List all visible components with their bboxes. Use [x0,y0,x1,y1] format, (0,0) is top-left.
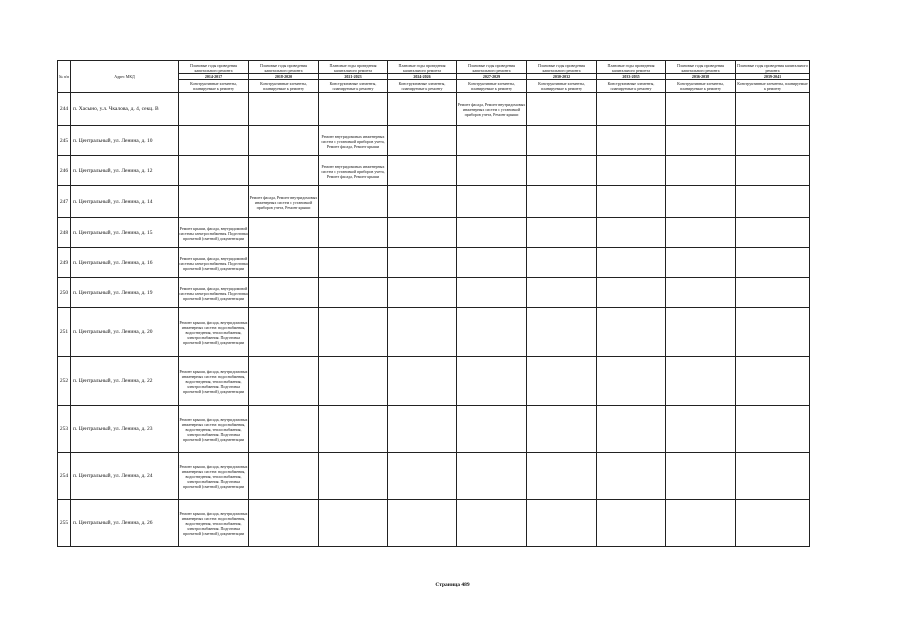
row-period-cell [736,278,810,308]
row-period-cell [527,156,597,186]
row-period-cell [597,156,666,186]
row-number: 248 [58,218,71,248]
row-address: п. Центральный, ул. Ленина, д. 16 [71,248,179,278]
row-period-cell [666,186,736,218]
row-period-cell [597,186,666,218]
header-period-years: 2024-2026 [388,74,456,80]
header-planned-label: Плановые годы проведения капитального ремонта [457,62,526,74]
repair-works-text: Ремонт внутридомовых инженерных систем с установкой приборов учета, Ремонт фасада, Ремонт крыши [321,163,385,179]
header-period-years: 2033-2035 [597,74,665,80]
row-period-cell [597,500,666,547]
row-period-cell [666,453,736,500]
repair-works-text: Ремонт крыши, фасада, внутридомовых инженерных систем: водоснабжения, водоотведения, теплоснабжения, электроснабжения. Подготовка проектной (сметной) документации [179,369,248,394]
row-period-cell [527,278,597,308]
row-number: 249 [58,248,71,278]
row-period-cell [179,248,249,278]
row-period-cell [249,453,319,500]
row-address: п. Хасыно, у.л. Чкалова, д. 4, секц. В [71,93,179,126]
table-body [58,93,810,547]
repair-works-text: Ремонт крыши, фасада, внутридомовой системы электроснабжения. Подготовка проектной (сметной) документации [179,255,248,271]
header-period-2021-2023 [319,61,388,93]
row-period-cell [666,93,736,126]
row-period-cell [457,357,527,406]
repair-works-text: Ремонт фасада, Ремонт внутридомовых инженерных систем с установкой приборов учета, Ремонт крыши [249,194,318,210]
repair-works-text: Ремонт крыши, фасада, внутридомовых инженерных систем: водоснабжения, водоотведения, теплоснабжения, электроснабжения. Подготовка проектной (сметной) документации [179,464,248,489]
row-number: 246 [58,156,71,186]
header-elements-label: Конструктивные элементы, планируемые к ремонту [538,81,585,91]
row-number: 255 [58,500,71,547]
table-row [58,453,810,500]
row-number: 245 [58,126,71,156]
row-period-cell [319,218,388,248]
row-period-cell [736,357,810,406]
row-period-cell [179,156,249,186]
row-period-cell [666,248,736,278]
row-period-cell [666,500,736,547]
row-period-cell [736,126,810,156]
row-period-cell [457,218,527,248]
row-period-cell [527,357,597,406]
row-period-cell [319,156,388,186]
row-period-cell [388,500,457,547]
repair-works-text: Ремонт внутридомовых инженерных систем с установкой приборов учета, Ремонт фасада, Ремонт крыши [321,133,385,149]
row-number: 251 [58,308,71,357]
header-elements-label: Конструктивные элементы, планируемые к ремонту [677,81,724,91]
row-period-cell [319,406,388,453]
row-period-cell [597,248,666,278]
row-period-cell [736,186,810,218]
header-period-years: 2039-2041 [736,74,809,80]
table-row [58,357,810,406]
row-period-cell [457,126,527,156]
header-period-2030-2032 [527,61,597,93]
header-elements-label: Конструктивные элементы, планируемые к ремонту [329,81,377,91]
row-period-cell [388,126,457,156]
row-period-cell [736,248,810,278]
table-row [58,278,810,308]
row-period-cell [457,248,527,278]
row-period-cell [388,186,457,218]
row-period-cell [388,406,457,453]
row-period-cell [736,93,810,126]
row-period-cell [319,248,388,278]
row-address: п. Центральный, ул. Ленина, д. 24 [71,453,179,500]
header-address: Адрес МКД [71,61,179,93]
row-period-cell [319,308,388,357]
row-period-cell [388,278,457,308]
repair-works-text: Ремонт крыши, фасада, внутридомовых инженерных систем: водоснабжения, водоотведения, теплоснабжения, электроснабжения. Подготовка проектной (сметной) документации [179,417,248,442]
row-period-cell [666,278,736,308]
row-period-cell [457,453,527,500]
table-row [58,500,810,547]
header-planned-label: Плановые годы проведения капитального ремонта [388,62,456,74]
header-planned-label: Плановые годы проведения капитального ремонта [319,62,387,74]
table-row [58,308,810,357]
row-period-cell [319,186,388,218]
row-period-cell [597,278,666,308]
row-period-cell [527,186,597,218]
row-period-cell [249,126,319,156]
header-planned-label: Плановые годы проведения капитального ремонта [737,63,808,73]
header-planned-label: Плановые годы проведения капитального ремонта [249,62,318,74]
header-period-years: 2021-2023 [319,74,387,80]
table-row [58,248,810,278]
row-period-cell [597,308,666,357]
row-number: 254 [58,453,71,500]
row-period-cell [666,308,736,357]
row-period-cell [527,126,597,156]
table-row [58,156,810,186]
row-period-cell [319,278,388,308]
row-period-cell [666,126,736,156]
row-period-cell [249,248,319,278]
header-elements-label: Конструктивные элементы, планируемые к ремонту [398,81,446,91]
row-period-cell [597,357,666,406]
row-address: п. Центральный, ул. Ленина, д. 22 [71,357,179,406]
row-period-cell [179,278,249,308]
row-period-cell [527,248,597,278]
row-period-cell [457,93,527,126]
header-planned-label: Плановые годы проведения капитального ремонта [179,62,248,74]
row-period-cell [249,500,319,547]
row-number: 252 [58,357,71,406]
table-row [58,186,810,218]
header-planned-label: Плановые годы проведения капитального ремонта [597,62,665,74]
row-period-cell [388,93,457,126]
header-period-2027-2029 [457,61,527,93]
row-period-cell [179,308,249,357]
row-address: п. Центральный, ул. Ленина, д. 19 [71,278,179,308]
repair-works-text: Ремонт крыши, фасада, внутридомовой системы электроснабжения. Подготовка проектной (сметной) документации [179,225,248,241]
header-elements-label: Конструктивные элементы, планируемые к ремонту [190,81,237,91]
row-period-cell [666,357,736,406]
row-address: п. Центральный, ул. Ленина, д. 23 [71,406,179,453]
row-period-cell [388,218,457,248]
row-period-cell [179,218,249,248]
row-number: 244 [58,93,71,126]
row-period-cell [736,406,810,453]
row-period-cell [527,500,597,547]
row-address: п. Центральный, ул. Ленина, д. 15 [71,218,179,248]
row-number: 253 [58,406,71,453]
header-elements-label: Конструктивные элементы, планируемые к ремонту [607,81,655,91]
row-period-cell [388,156,457,186]
header-period-years: 2030-2032 [527,74,596,80]
row-period-cell [666,218,736,248]
row-period-cell [666,406,736,453]
row-period-cell [736,156,810,186]
row-period-cell [388,308,457,357]
row-period-cell [457,308,527,357]
row-period-cell [179,453,249,500]
row-address: п. Центральный, ул. Ленина, д. 14 [71,186,179,218]
row-period-cell [179,126,249,156]
header-period-years: 2014-2017 [179,74,248,80]
row-period-cell [249,278,319,308]
row-period-cell [527,406,597,453]
row-period-cell [319,453,388,500]
row-period-cell [736,218,810,248]
row-period-cell [319,500,388,547]
capital-repair-table [57,60,810,547]
row-period-cell [249,218,319,248]
repair-works-text: Ремонт крыши, фасада, внутридомовой системы электроснабжения. Подготовка проектной (сметной) документации [179,285,248,301]
repair-works-text: Ремонт крыши, фасада, внутридомовых инженерных систем: водоснабжения, водоотведения, теплоснабжения, электроснабжения. Подготовка проектной (сметной) документации [179,511,248,536]
header-elements-label: Конструктивные элементы, планируемые к ремонту [468,81,515,91]
page-number: Страница 489 [435,582,470,588]
header-elements-label: Конструктивные элементы, планируемые к ремонту [260,81,307,91]
row-period-cell [179,406,249,453]
row-period-cell [179,93,249,126]
header-period-2039-2041 [736,61,810,93]
header-period-years: 2027-2029 [457,74,526,80]
header-period-2018-2020 [249,61,319,93]
header-period-2014-2017 [179,61,249,93]
row-period-cell [249,93,319,126]
row-period-cell [319,357,388,406]
row-period-cell [597,218,666,248]
row-period-cell [457,406,527,453]
row-address: п. Центральный, ул. Ленина, д. 20 [71,308,179,357]
row-address: п. Центральный, ул. Ленина, д. 26 [71,500,179,547]
table-row [58,126,810,156]
row-period-cell [597,93,666,126]
table-row [58,93,810,126]
header-period-years: 2018-2020 [249,74,318,80]
row-period-cell [597,453,666,500]
header-period-2033-2035 [597,61,666,93]
row-period-cell [249,357,319,406]
row-period-cell [527,218,597,248]
row-period-cell [249,156,319,186]
table-row [58,406,810,453]
row-period-cell [527,308,597,357]
row-number: 250 [58,278,71,308]
row-period-cell [597,126,666,156]
row-period-cell [388,248,457,278]
row-period-cell [457,278,527,308]
row-period-cell [179,357,249,406]
row-address: п. Центральный, ул. Ленина, д. 12 [71,156,179,186]
row-period-cell [597,406,666,453]
row-period-cell [388,357,457,406]
header-period-years: 2036-2038 [666,74,735,80]
row-period-cell [179,186,249,218]
header-period-2036-2038 [666,61,736,93]
row-period-cell [249,308,319,357]
row-period-cell [457,156,527,186]
row-period-cell [249,406,319,453]
header-period-2024-2026 [388,61,457,93]
header-elements-label: Конструктивные элементы, планируемые к ремонту [737,81,808,91]
row-period-cell [736,500,810,547]
row-period-cell [319,126,388,156]
row-period-cell [388,453,457,500]
row-period-cell [736,453,810,500]
row-period-cell [249,186,319,218]
header-num: № п/п [58,61,71,93]
row-address: п. Центральный, ул. Ленина, д. 10 [71,126,179,156]
row-period-cell [319,93,388,126]
row-period-cell [457,500,527,547]
row-period-cell [179,500,249,547]
table-row [58,218,810,248]
repair-works-text: Ремонт крыши, фасада, внутридомовых инженерных систем: водоснабжения, водоотведения, теплоснабжения, электроснабжения. Подготовка проектной (сметной) документации [179,320,248,345]
row-period-cell [527,93,597,126]
header-row [58,61,810,93]
row-period-cell [457,186,527,218]
repair-works-text: Ремонт фасада, Ремонт внутридомовых инженерных систем с установкой приборов учета, Ремонт крыши [457,102,526,117]
row-period-cell [527,453,597,500]
row-number: 247 [58,186,71,218]
row-period-cell [736,308,810,357]
header-planned-label: Плановые годы проведения капитального ремонта [527,62,596,74]
row-period-cell [666,156,736,186]
header-planned-label: Плановые годы проведения капитального ремонта [666,62,735,74]
